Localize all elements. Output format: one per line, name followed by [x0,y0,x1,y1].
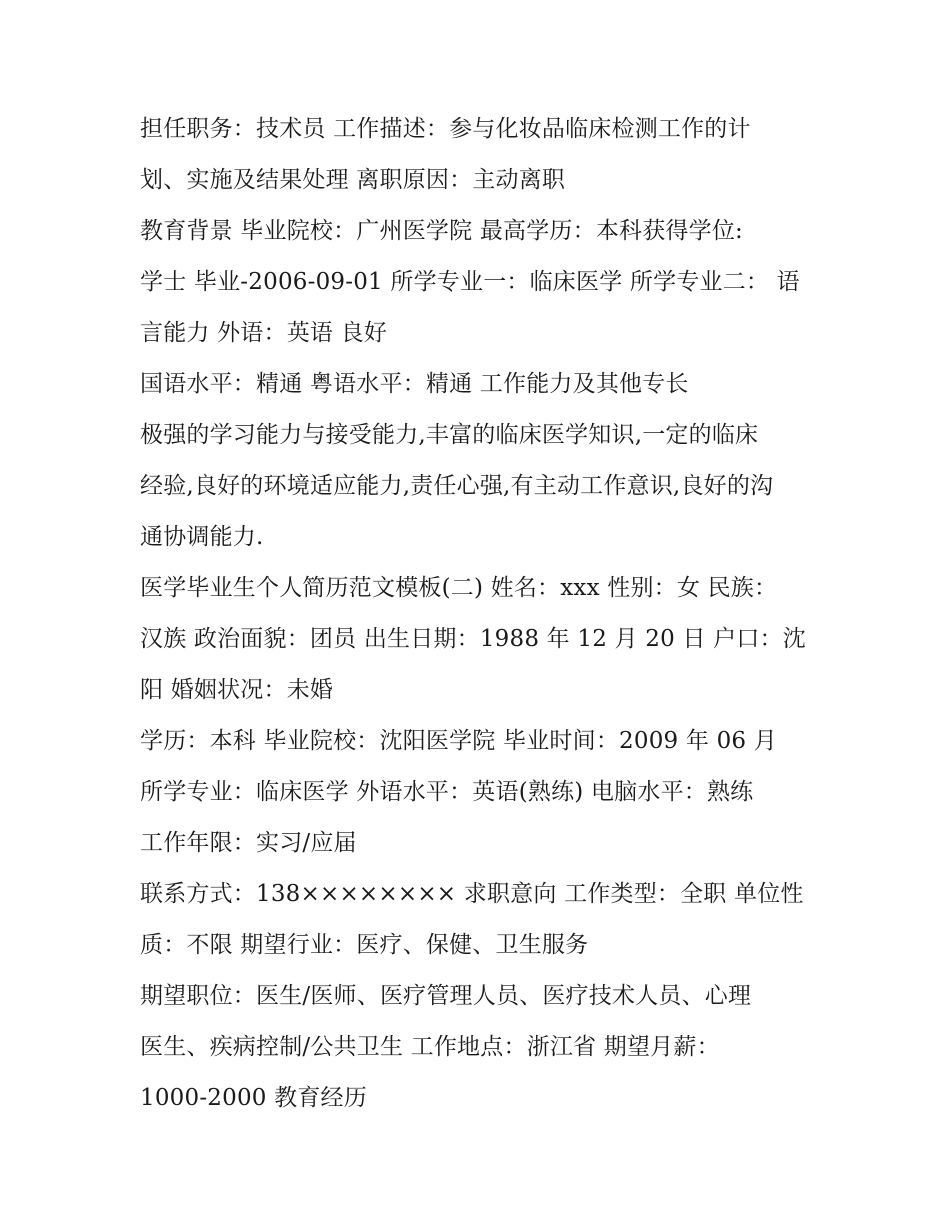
text-line: 国语水平：精通 粤语水平：精通 工作能力及其他专长 [140,371,689,397]
text-line: 质：不限 期望行业：医疗、保健、卫生服务 [140,932,589,958]
text-line: 联系方式：138×××××××× 求职意向 工作类型：全职 单位性 [140,881,804,907]
text-line: 工作年限：实习/应届 [140,830,357,856]
text-line: 学士 毕业-2006-09-01 所学专业一：临床医学 所学专业二： 语 [140,269,800,295]
document-body [140,104,820,1124]
text-line: 极强的学习能力与接受能力,丰富的临床医学知识,一定的临床 [140,422,759,448]
text-line: 教育背景 毕业院校：广州医学院 最高学历：本科获得学位: [140,218,743,244]
text-line: 划、实施及结果处理 离职原因：主动离职 [140,167,566,193]
text-line: 学历：本科 毕业院校：沈阳医学院 毕业时间：2009 年 06 月 [140,728,777,754]
text-line: 医生、疾病控制/公共卫生 工作地点：浙江省 期望月薪： [140,1034,720,1060]
text-line: 医学毕业生个人简历范文模板(二) 姓名：xxx 性别：女 民族： [140,575,778,601]
text-line: 汉族 政治面貌：团员 出生日期：1988 年 12 月 20 日 户口：沈 [140,626,806,652]
text-line: 1000-2000 教育经历 [140,1085,367,1111]
text-line: 通协调能力. [140,524,264,550]
text-line: 阳 婚姻状况：未婚 [140,677,334,703]
text-line: 担任职务：技术员 工作描述：参与化妆品临床检测工作的计 [140,116,751,142]
text-line: 所学专业：临床医学 外语水平：英语(熟练) 电脑水平：熟练 [140,779,754,805]
text-line: 言能力 外语：英语 良好 [140,320,388,346]
text-line: 经验,良好的环境适应能力,责任心强,有主动工作意识,良好的沟 [140,473,774,499]
text-line: 期望职位：医生/医师、医疗管理人员、医疗技术人员、心理 [140,983,752,1009]
